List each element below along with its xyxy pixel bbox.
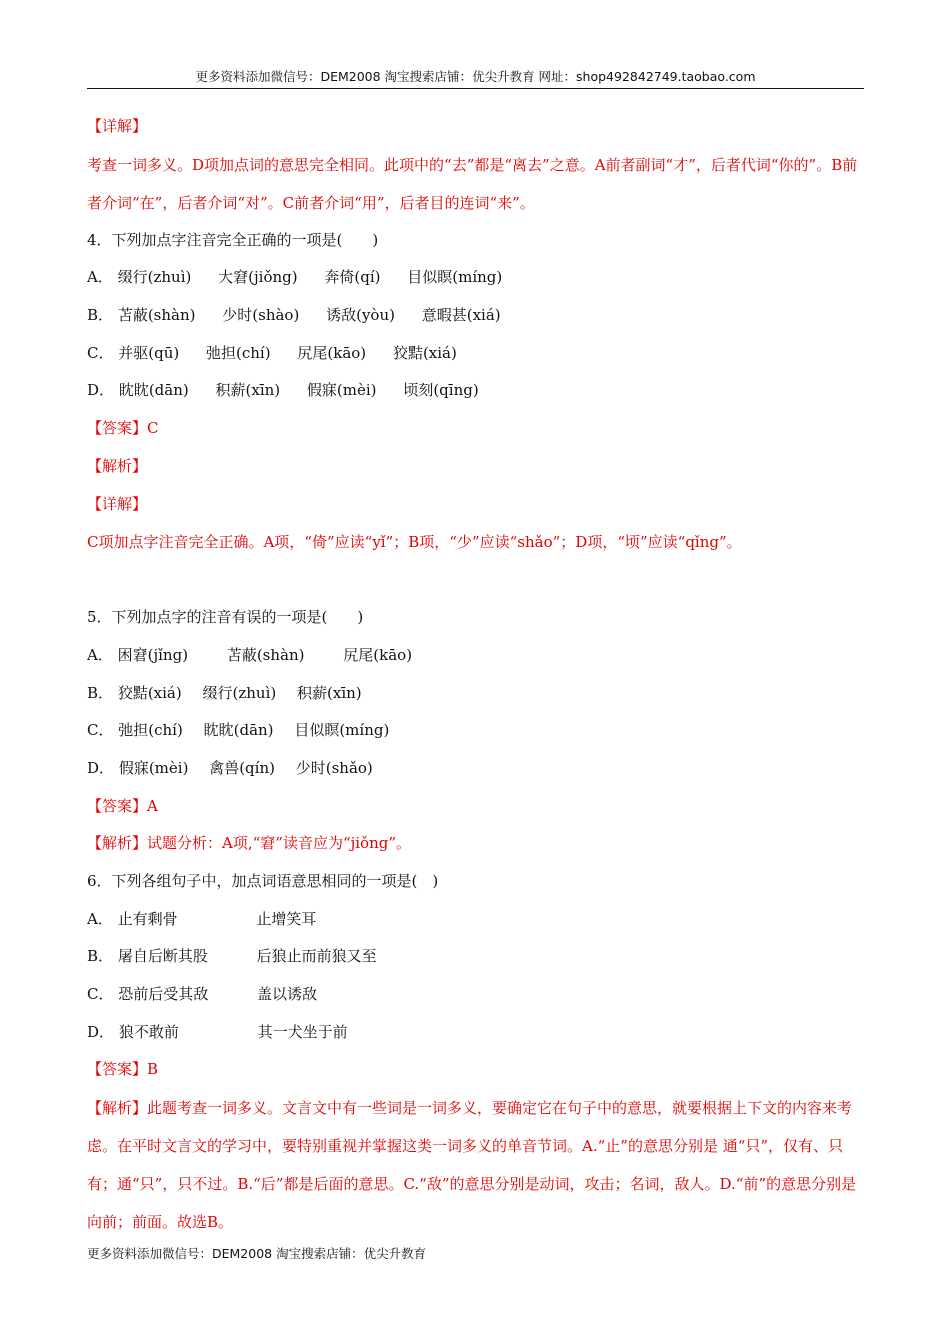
question-4-answer: 【答案】C — [87, 419, 159, 438]
option-item: 顷刻(qīng) — [403, 381, 479, 400]
detail-label: 【详解】 — [87, 117, 148, 135]
option-item: 尻尾(kāo) — [297, 343, 367, 362]
option-item: 眈眈(dān) — [118, 381, 189, 400]
question-5-analysis: 【解析】试题分析：A项,“窘”读音应为“jiǒng”。 — [87, 834, 412, 853]
option-item: 屠自后断其股 — [117, 947, 208, 966]
question-4-analysis: 【解析】 — [87, 456, 148, 475]
question-5-option-b — [87, 675, 864, 713]
option-item: 缀行(zhuì) — [202, 683, 277, 702]
option-item: 苫蔽(shàn) — [226, 645, 305, 664]
option-item: 目似瞑(míng) — [294, 721, 390, 740]
option-item: 后狼止而前狼又至 — [256, 947, 377, 966]
option-item: 困窘(jǐng) — [117, 645, 189, 664]
option-item: 弛担(chí) — [118, 721, 183, 740]
option-item: 诱敌(yòu) — [326, 306, 395, 325]
option-letter: C． — [87, 985, 114, 1004]
question-5-option-d — [87, 750, 864, 788]
option-item: 少时(shào) — [222, 306, 300, 325]
option-letter: D． — [87, 1022, 115, 1041]
question-6-stem: 6．下列各组句子中，加点词语意思相同的一项是( ) — [87, 872, 439, 890]
option-letter: B． — [87, 947, 114, 966]
question-5-option-a — [87, 637, 864, 675]
option-item: 眈眈(dān) — [203, 721, 274, 740]
option-item: 目似瞑(míng) — [407, 268, 503, 287]
question-6-option-c — [87, 976, 864, 1014]
option-item: 其一犬坐于前 — [257, 1022, 348, 1041]
question-4-option-b — [87, 297, 864, 335]
question-4-option-d — [87, 372, 864, 410]
option-letter: C． — [87, 343, 114, 362]
option-letter: C． — [87, 721, 114, 740]
option-item: 狡黠(xiá) — [117, 683, 182, 702]
option-letter: A． — [87, 268, 113, 287]
detail-paragraph: 考查一词多义。D项加点词的意思完全相同。此项中的“去”都是“离去”之意。A前者副词“才”，后者代词“你的”。B前者介词“在”，后者介词“对”。C前者介词“用”，后者目的连词“来”。 — [87, 155, 858, 212]
option-item: 尻尾(kāo) — [343, 645, 413, 664]
option-item: 恐前后受其敌 — [118, 985, 209, 1004]
question-4-stem: 4．下列加点字注音完全正确的一项是( ) — [87, 230, 379, 249]
page-header: 更多资料添加微信号：DEM2008 淘宝搜索店铺：优尖升教育 网址：shop492842749.taobao.com — [87, 66, 864, 89]
option-letter: B． — [87, 306, 114, 325]
question-6-analysis: 【解析】此题考查一词多义。文言文中有一些词是一词多义，要确定它在句子中的意思，就要根据上下文的内容来考虑。在平时文言文的学习中，要特别重视并掌握这类一词多义的单音节词。A.“止”的意思分别是 通“只”，仅有、只有；通“只”，只不过。B.“后”都是后面的意思。C.“敌”的意思分别是动词，攻击；名词，敌人。D.“前”的意思分别是向前；前面。故选B。 — [87, 1099, 857, 1232]
option-item: 假寐(mèi) — [306, 381, 377, 400]
question-6-option-b — [87, 938, 864, 976]
question-6-option-a — [87, 901, 864, 939]
option-letter: D． — [87, 381, 115, 400]
option-item: 奔倚(qí) — [324, 268, 381, 287]
question-5-stem: 5．下列加点字的注音有误的一项是( ) — [87, 608, 364, 627]
option-item: 狼不敢前 — [118, 1022, 179, 1041]
question-6-option-d — [87, 1014, 864, 1052]
option-item: 大窘(jiǒng) — [218, 268, 298, 287]
option-item: 积薪(xīn) — [215, 381, 281, 400]
question-5-answer: 【答案】A — [87, 796, 158, 815]
page-content — [87, 108, 864, 1241]
question-4-detail-label: 【详解】 — [87, 494, 148, 513]
question-4-option-c — [87, 335, 864, 373]
page-footer: 更多资料添加微信号：DEM2008 淘宝搜索店铺：优尖升教育 — [87, 1246, 427, 1261]
option-letter: A． — [87, 909, 113, 928]
question-4-detail-text: C项加点字注音完全正确。A项，“倚”应读“yǐ”；B项，“少”应读“shǎo”；D项，“顷”应读“qǐng”。 — [87, 533, 742, 552]
option-letter: B． — [87, 683, 114, 702]
question-6-answer: 【答案】B — [87, 1060, 159, 1079]
option-item: 意暇甚(xiá) — [421, 306, 501, 325]
option-item: 弛担(chí) — [206, 343, 271, 362]
option-item: 少时(shǎo) — [295, 758, 373, 777]
option-item: 积薪(xīn) — [297, 683, 362, 702]
question-5-option-c — [87, 712, 864, 750]
option-item: 狡黠(xiá) — [392, 343, 457, 362]
option-item: 假寐(mèi) — [118, 758, 189, 777]
option-item: 苫蔽(shàn) — [117, 306, 196, 325]
option-item: 并驱(qū) — [118, 343, 180, 362]
option-item: 禽兽(qín) — [209, 758, 275, 777]
option-item: 盖以诱敌 — [257, 985, 318, 1004]
option-item: 止增笑耳 — [256, 909, 317, 928]
question-4-option-a — [87, 259, 864, 297]
option-item: 缀行(zhuì) — [117, 268, 192, 287]
option-item: 止有剩骨 — [117, 909, 178, 928]
option-letter: A． — [87, 645, 113, 664]
option-letter: D． — [87, 758, 115, 777]
